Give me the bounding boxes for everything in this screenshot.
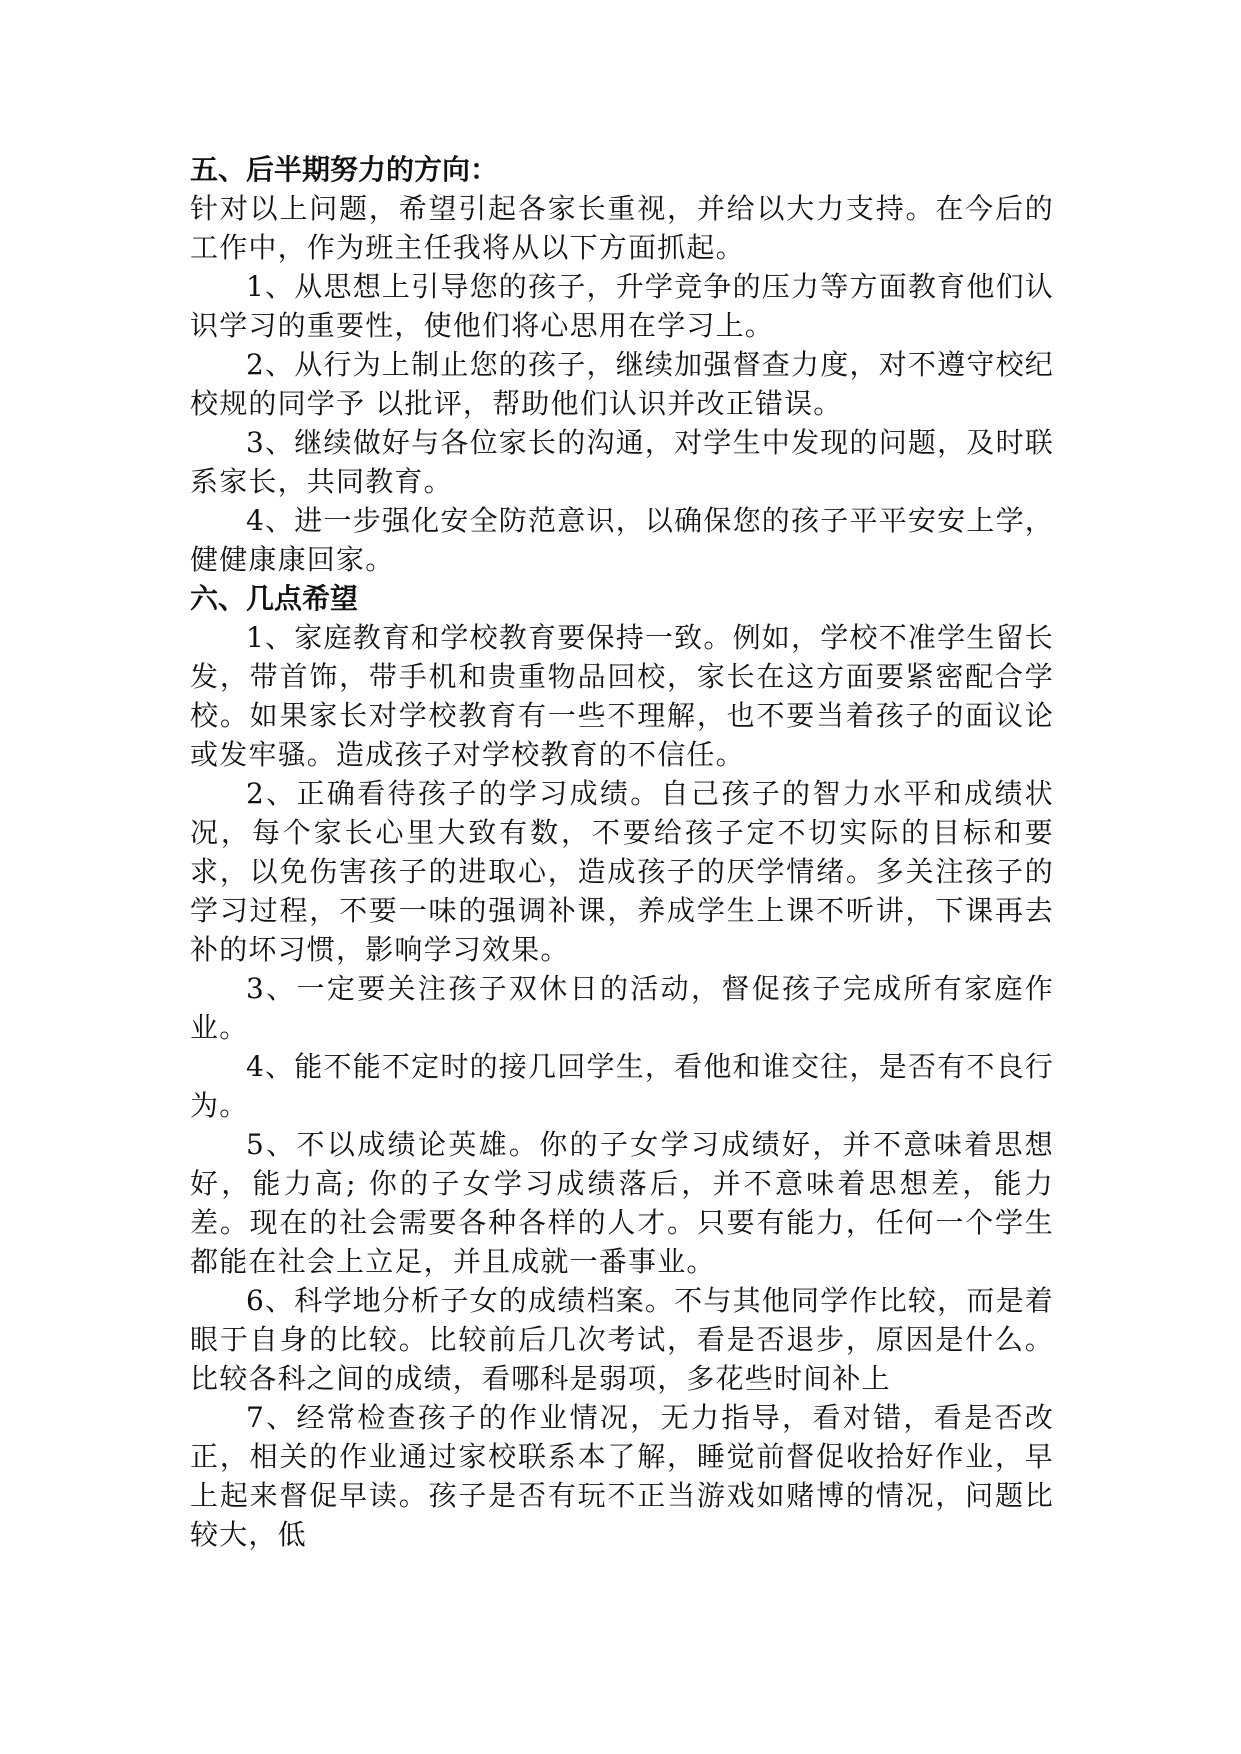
section-5-item-2: 2、从行为上制止您的孩子，继续加强督查力度，对不遵守校纪校规的同学予 以批评，帮助他们认识并改正错误。: [190, 348, 1054, 420]
section-5-intro: 针对以上问题，希望引起各家长重视，并给以大力支持。在今后的工作中，作为班主任我将从以下方面抓起。: [190, 192, 1054, 264]
section-6-item-5: 5、不以成绩论英雄。你的子女学习成绩好，并不意味着思想好，能力高; 你的子女学习成绩落后，并不意味着思想差，能力差。现在的社会需要各种各样的人才。只要有能力，任何一个学生都能在社会上立足，并且成就一番事业。: [190, 1128, 1054, 1278]
section-6-item-4: 4、能不能不定时的接几回学生，看他和谁交往，是否有不良行为。: [190, 1050, 1054, 1122]
page-content: [190, 150, 1054, 1554]
section-6-item-1: 1、家庭教育和学校教育要保持一致。例如，学校不准学生留长发，带首饰，带手机和贵重物品回校，家长在这方面要紧密配合学校。如果家长对学校教育有一些不理解，也不要当着孩子的面议论或发牢骚。造成孩子对学校教育的不信任。: [190, 621, 1054, 771]
section-6-item-2: 2、正确看待孩子的学习成绩。自己孩子的智力水平和成绩状况，每个家长心里大致有数，不要给孩子定不切实际的目标和要求，以免伤害孩子的进取心，造成孩子的厌学情绪。多关注孩子的学习过程，不要一味的强调补课，养成学生上课不听讲，下课再去补的坏习惯，影响学习效果。: [190, 777, 1054, 966]
section-6-item-6: 6、科学地分析子女的成绩档案。不与其他同学作比较，而是着眼于自身的比较。比较前后几次考试，看是否退步，原因是什么。比较各科之间的成绩，看哪科是弱项，多花些时间补上: [190, 1284, 1054, 1395]
section-5-item-4: 4、进一步强化安全防范意识，以确保您的孩子平平安安上学，健健康康回家。: [190, 504, 1054, 576]
section-6-heading: 六、几点希望: [190, 582, 359, 615]
section-6-item-7: 7、经常检查孩子的作业情况，无力指导，看对错，看是否改正，相关的作业通过家校联系本了解，睡觉前督促收拾好作业，早上起来督促早读。孩子是否有玩不正当游戏如赌博的情况，问题比较大，低: [190, 1401, 1054, 1551]
section-5-item-1: 1、从思想上引导您的孩子，升学竞争的压力等方面教育他们认识学习的重要性，使他们将心思用在学习上。: [190, 270, 1054, 342]
section-5-heading: 五、后半期努力的方向：: [190, 153, 499, 186]
section-6-item-3: 3、一定要关注孩子双休日的活动，督促孩子完成所有家庭作业。: [190, 972, 1054, 1044]
section-5-item-3: 3、继续做好与各位家长的沟通，对学生中发现的问题，及时联系家长，共同教育。: [190, 426, 1054, 498]
